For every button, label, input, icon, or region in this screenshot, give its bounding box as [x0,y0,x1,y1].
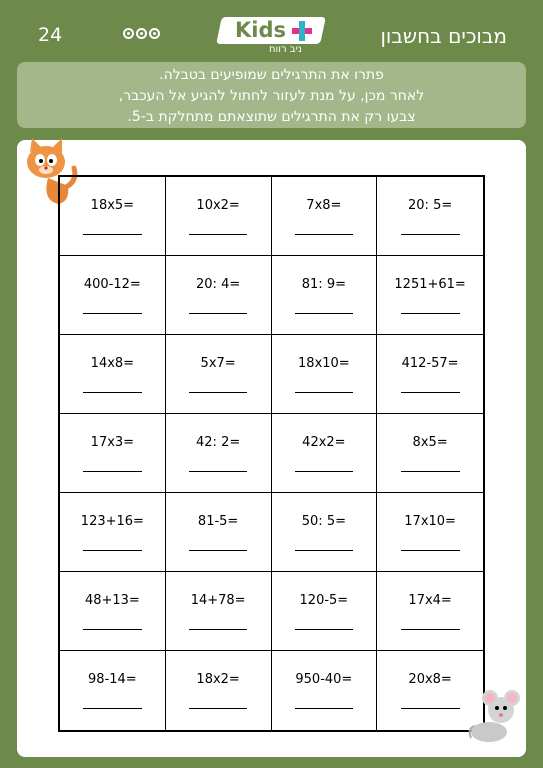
exercise-text: 48+13= [84,593,140,608]
three-dots-icon [123,28,160,39]
exercise-text: 42x2= [302,435,346,450]
exercise-text: 10x2= [196,198,240,213]
kids-logo [219,17,323,57]
logo-text: Kids [235,18,287,42]
exercise-table [58,175,485,732]
answer-line [295,550,354,551]
exercise-text: 42: 2= [196,435,241,450]
answer-line [83,392,142,393]
instruction-line: פתרו את התרגילים שמופיעים בטבלה. [159,67,384,83]
page-number: 24 [38,24,63,46]
exercise-text: 98-14= [88,672,137,687]
answer-line [189,629,248,630]
exercise-cell[interactable] [377,572,483,651]
answer-line [401,471,460,472]
instructions-box [17,62,526,128]
exercise-text: 18x5= [90,198,135,213]
exercise-cell[interactable] [60,256,166,335]
answer-line [295,313,354,314]
plus-icon [292,21,312,41]
answer-line [295,708,354,709]
exercise-text: 412-57= [401,356,459,371]
exercise-cell[interactable] [166,256,272,335]
exercise-cell[interactable] [166,493,272,572]
exercise-text: 7x8= [306,198,342,213]
logo-subtitle: ניב רווח [269,44,302,55]
exercise-cell[interactable] [60,414,166,493]
exercise-text: 18x10= [298,356,350,371]
exercise-text: 120-5= [299,593,349,608]
exercise-cell[interactable] [166,177,272,256]
exercise-cell[interactable] [377,493,483,572]
exercise-cell[interactable] [377,177,483,256]
exercise-text: 17x10= [404,514,456,529]
exercise-text: 81-5= [197,514,239,529]
exercise-text: 1251+61= [394,277,466,292]
exercise-cell[interactable] [272,335,378,414]
answer-line [83,234,142,235]
exercise-text: 18x2= [196,672,240,687]
exercise-text: 20: 4= [196,277,241,292]
exercise-cell[interactable] [272,493,378,572]
answer-line [295,234,354,235]
exercise-text: 14+78= [190,593,246,608]
answer-line [189,471,248,472]
exercise-text: 81: 9= [301,277,346,292]
answer-line [401,392,460,393]
answer-line [189,234,248,235]
exercise-cell[interactable] [166,414,272,493]
page-header [0,0,543,62]
answer-line [401,629,460,630]
exercise-cell[interactable] [377,256,483,335]
answer-line [189,392,248,393]
exercise-cell[interactable] [272,651,378,730]
answer-line [401,550,460,551]
answer-line [401,234,460,235]
exercise-cell[interactable] [272,572,378,651]
exercise-text: 17x3= [90,435,135,450]
mouse-illustration [465,688,525,748]
exercise-text: 17x4= [408,593,452,608]
answer-line [83,550,142,551]
exercise-cell[interactable] [60,335,166,414]
answer-line [83,313,142,314]
exercise-cell[interactable] [60,651,166,730]
answer-line [401,313,460,314]
instruction-line: לאחר מכן, על מנת לעזור לחתול להגיע אל העכבר, [118,88,425,104]
answer-line [189,708,248,709]
exercise-cell[interactable] [272,177,378,256]
answer-line [401,708,460,709]
answer-line [189,313,248,314]
exercise-cell[interactable] [60,572,166,651]
exercise-cell[interactable] [166,572,272,651]
exercise-cell[interactable] [166,335,272,414]
exercise-text: 20: 5= [408,198,453,213]
exercise-cell[interactable] [60,177,166,256]
exercise-text: 14x8= [90,356,135,371]
exercise-text: 950-40= [295,672,353,687]
answer-line [295,471,354,472]
answer-line [295,392,354,393]
exercise-cell[interactable] [272,256,378,335]
answer-line [83,708,142,709]
exercise-cell[interactable] [166,651,272,730]
answer-line [295,629,354,630]
answer-line [83,471,142,472]
answer-line [83,629,142,630]
exercise-cell[interactable] [60,493,166,572]
exercise-cell[interactable] [272,414,378,493]
answer-line [189,550,248,551]
page-title: מבוכים בחשבון [380,24,507,48]
exercise-text: 8x5= [412,435,448,450]
instruction-line: צבעו רק את התרגילים שתוצאתם מתחלקת ב-5. [127,109,416,125]
exercise-text: 5x7= [200,356,236,371]
exercise-cell[interactable] [377,414,483,493]
exercise-cell[interactable] [377,335,483,414]
exercise-text: 400-12= [83,277,141,292]
exercise-text: 20x8= [408,672,452,687]
exercise-text: 123+16= [80,514,144,529]
exercise-text: 50: 5= [301,514,346,529]
